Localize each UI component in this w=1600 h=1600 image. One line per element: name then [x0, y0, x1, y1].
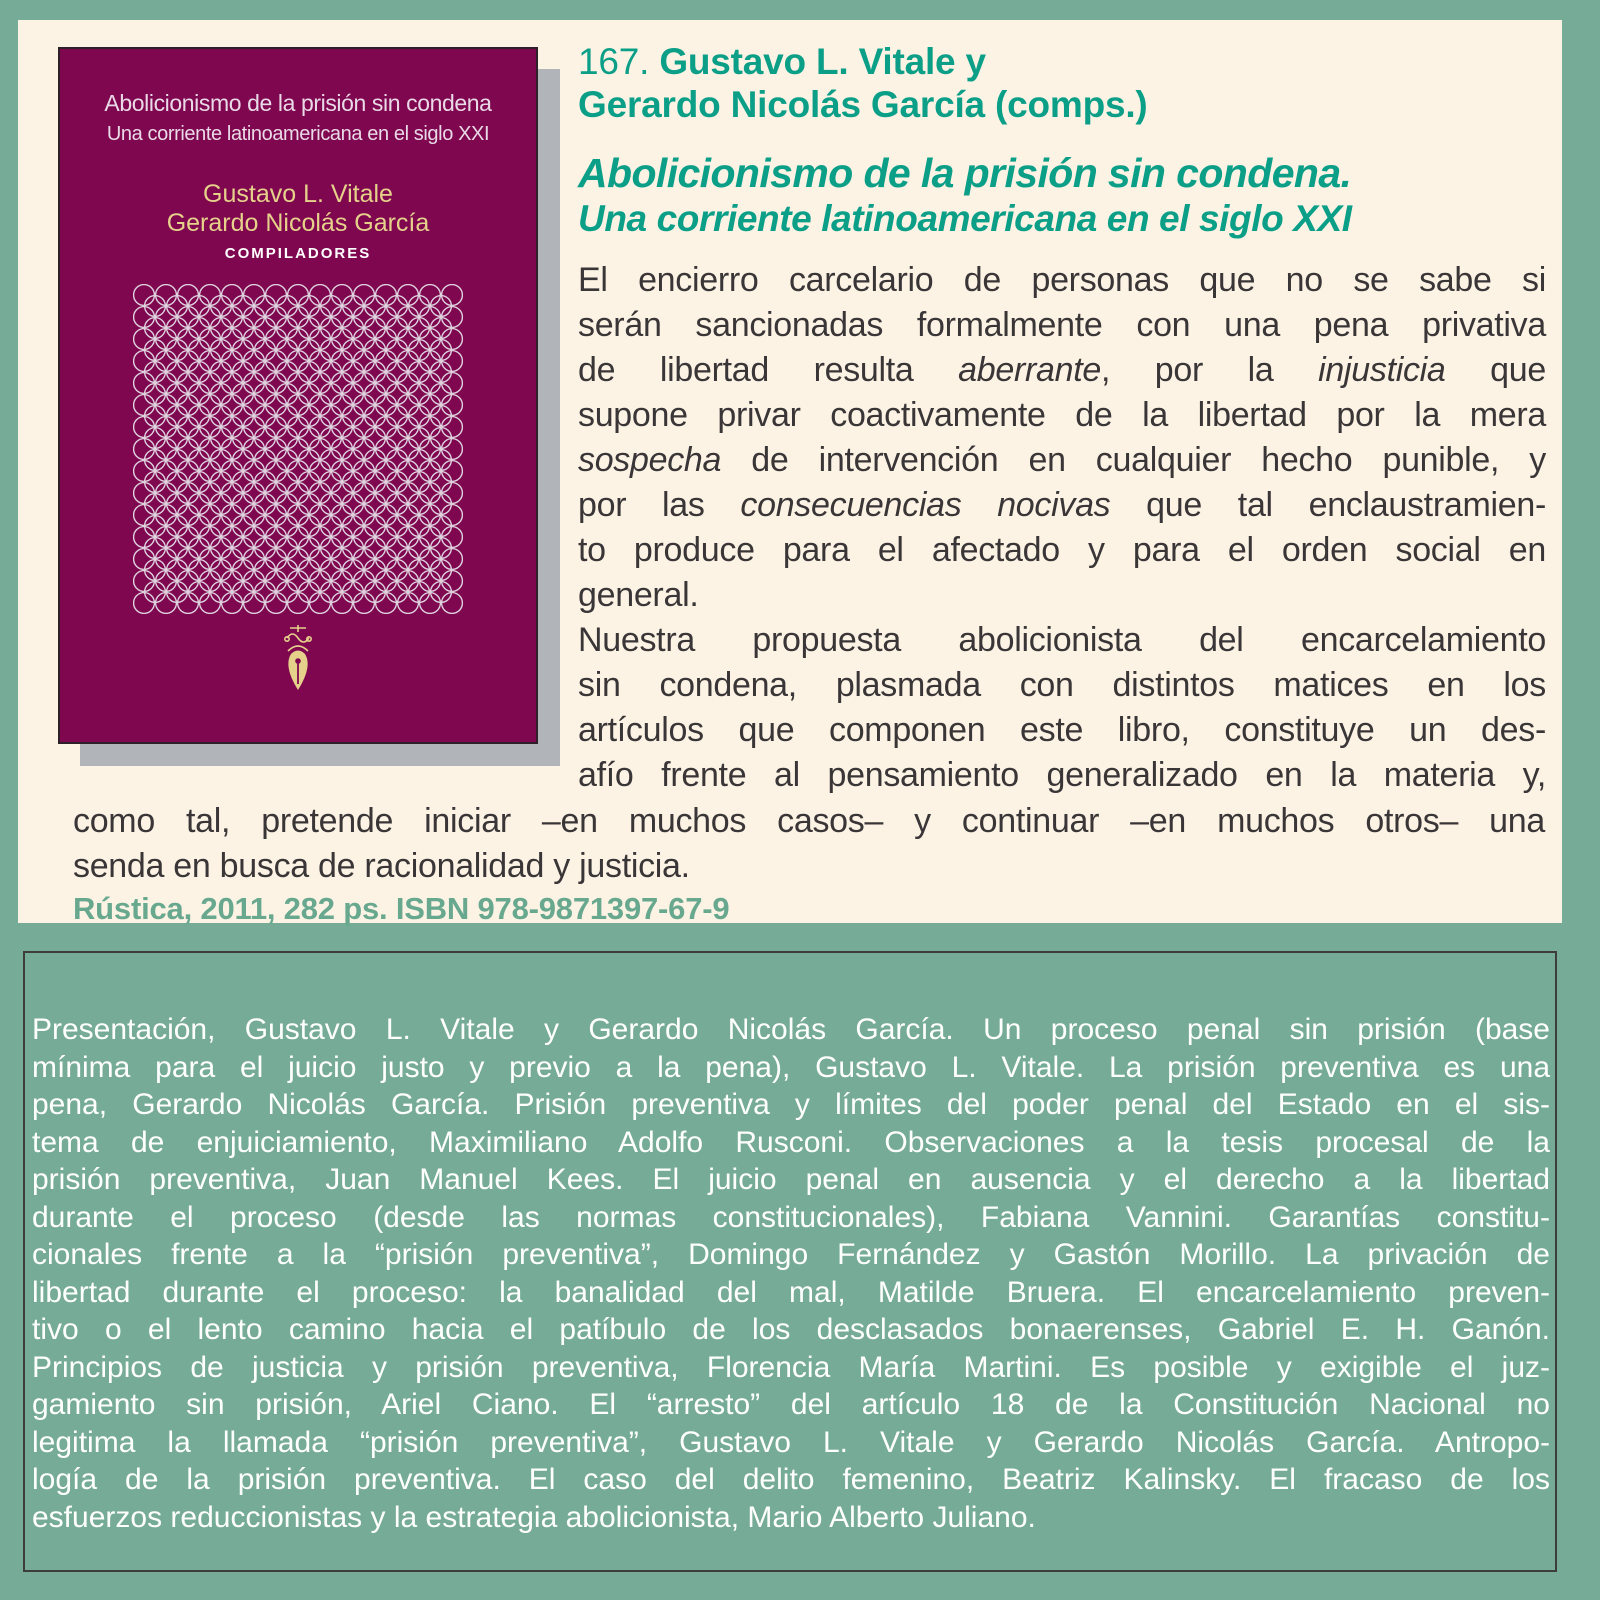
toc-line: legitima la llamada “prisión preventiva”, Gustavo L. Vitale y Gerardo Nicolás García. Antropo-: [32, 1425, 1550, 1459]
toc-line: cionales frente a la “prisión preventiva”, Domingo Fernández y Gastón Morillo. La privación de: [32, 1238, 1550, 1271]
cover-subtitle: Una corriente latinoamericana en el siglo XXI: [106, 123, 490, 145]
entry-heading-line: [578, 40, 1546, 83]
entry-author-line: Gustavo L. Vitale y: [659, 41, 986, 82]
book-entry-panel: [18, 20, 1562, 926]
description-line: supone privar coactivamente de la libertad por la mera: [578, 396, 1546, 434]
cover-title: Abolicionismo de la prisión sin condena: [104, 90, 492, 116]
toc-line: logía de la prisión preventiva. El caso del delito femenino, Beatriz Kalinsky. El fracaso de los: [32, 1463, 1550, 1496]
description-line: sospecha de intervención en cualquier hecho punible, y: [578, 441, 1546, 479]
description-line: general.: [578, 576, 699, 614]
description-line: por las consecuencias nocivas que tal enclaustramien-: [578, 486, 1546, 524]
toc-line: tivo o el lento camino hacia el patíbulo de los desclasados bonaerenses, Gabriel E. H. Ganón.: [32, 1313, 1550, 1346]
cover-author: Gustavo L. Vitale: [203, 180, 393, 208]
compilers-label: COMPILADORES: [224, 245, 372, 262]
book-cover: [58, 47, 538, 744]
description-line: como tal, pretende iniciar –en muchos casos– y continuar –en muchos otros– una: [73, 802, 1545, 840]
entry-author-line: Gerardo Nicolás García (comps.): [578, 84, 1148, 125]
toc-line: prisión preventiva, Juan Manuel Kees. El juicio penal en ausencia y el derecho a la libertad: [32, 1163, 1550, 1196]
entry-number: 167.: [578, 41, 650, 82]
toc-box: [23, 951, 1557, 1572]
description-line: Nuestra propuesta abolicionista del encarcelamiento: [578, 621, 1546, 659]
book-description: [578, 258, 1546, 798]
description-line: senda en busca de racionalidad y justicia.: [73, 847, 690, 885]
book-title: Abolicionismo de la prisión sin condena.: [578, 150, 1352, 196]
imprint-line: Rústica, 2011, 282 ps. ISBN 978-9871397-67-9: [73, 891, 730, 926]
pen-nib-logo: [277, 624, 319, 692]
cover-author: Gerardo Nicolás García: [166, 209, 430, 237]
description-line: afío frente al pensamiento generalizado en la materia y,: [578, 756, 1546, 794]
description-line: El encierro carcelario de personas que no se sabe si: [578, 261, 1546, 299]
toc-line: Principios de justicia y prisión preventiva, Florencia María Martini. Es posible y exigible el juz-: [32, 1350, 1550, 1384]
toc-line: libertad durante el proceso: la banalidad del mal, Matilde Bruera. El encarcelamiento preven-: [32, 1275, 1550, 1309]
book-subtitle: Una corriente latinoamericana en el siglo XXI: [578, 198, 1352, 239]
description-line: serán sancionadas formalmente con una pena privativa: [578, 306, 1546, 344]
description-line: sin condena, plasmada con distintos matices en los: [578, 666, 1546, 704]
toc-line: durante el proceso (desde las normas constitucionales), Fabiana Vannini. Garantías constitu-: [32, 1200, 1550, 1234]
toc-line: mínima para el juicio justo y previo a la pena), Gustavo L. Vitale. La prisión preventiva es una: [32, 1050, 1550, 1084]
catalog-entry: [578, 40, 1546, 798]
toc-line: Presentación, Gustavo L. Vitale y Gerardo Nicolás García. Un proceso penal sin prisión (base: [32, 1013, 1550, 1046]
toc-line: gamiento sin prisión, Ariel Ciano. El “arresto” del artículo 18 de la Constitución Nacional no: [32, 1388, 1550, 1421]
toc-line: pena, Gerardo Nicolás García. Prisión preventiva y límites del poder penal del Estado en el sis-: [32, 1088, 1550, 1121]
description-line: de libertad resulta aberrante, por la injusticia que: [578, 351, 1546, 389]
interlocking-circles-pattern: [133, 284, 463, 614]
description-continuation: [73, 799, 1545, 927]
description-line: to produce para el afectado y para el orden social en: [578, 531, 1546, 569]
toc-line: tema de enjuiciamiento, Maximiliano Adolfo Rusconi. Observaciones a la tesis procesal de la: [32, 1125, 1550, 1159]
toc-line: esfuerzos reduccionistas y la estrategia abolicionista, Mario Alberto Juliano.: [32, 1500, 1036, 1534]
description-line: artículos que componen este libro, constituye un des-: [578, 711, 1546, 749]
